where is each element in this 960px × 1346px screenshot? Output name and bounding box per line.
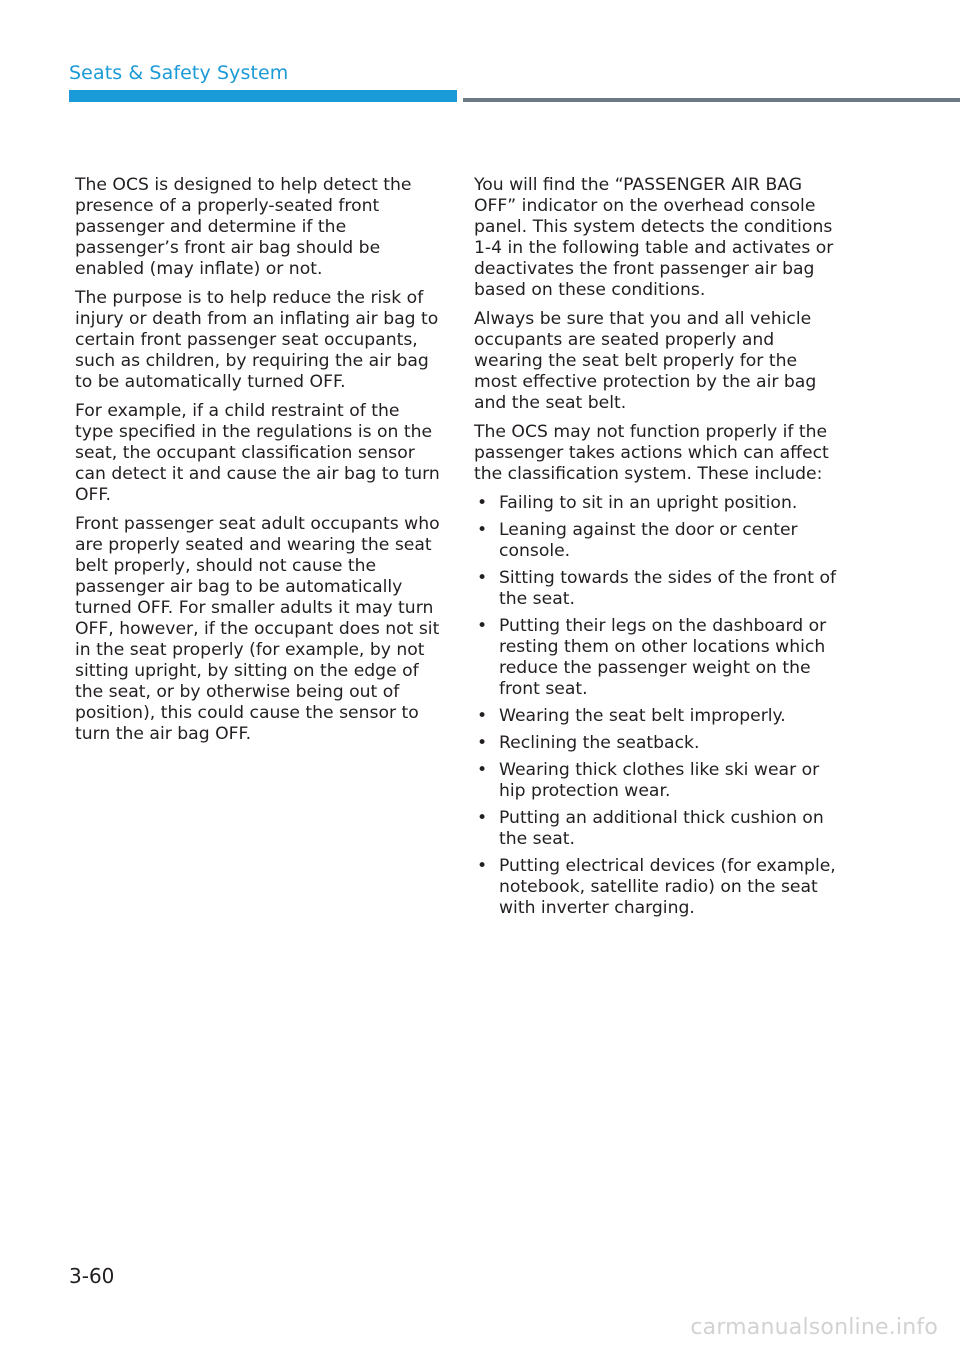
bullet-icon: • (477, 520, 488, 540)
list-item (474, 760, 844, 802)
bullet-icon: • (477, 808, 488, 828)
paragraph: The purpose is to help reduce the risk of injury or death from an inflating air bag to certain front passenger seat occupants, such as children, by requiring the air bag to be automatically turned OFF. (75, 288, 439, 392)
list-item-text: Reclining the seatback. (499, 733, 700, 753)
list-item (474, 568, 844, 610)
list-item (474, 493, 844, 514)
list-item (474, 706, 844, 727)
paragraph: The OCS is designed to help detect the presence of a properly-seated front passenger and determine if the passenger’s front air bag should be enabled (may inflate) or not. (75, 175, 412, 279)
list-item-text: Failing to sit in an upright position. (499, 493, 798, 513)
list-item-text: Putting electrical devices (for example, notebook, satellite radio) on the seat with inverter charging. (499, 856, 836, 918)
list-item (474, 616, 844, 700)
bullet-icon: • (477, 493, 488, 513)
bullet-icon: • (477, 760, 488, 780)
right-column (474, 175, 844, 925)
list-item (474, 520, 844, 562)
bullet-icon: • (477, 733, 488, 753)
list-item-text: Putting an additional thick cushion on the seat. (499, 808, 824, 849)
bullet-list (474, 493, 844, 919)
paragraph: You will find the “PASSENGER AIR BAG OFF” indicator on the overhead console panel. This system detects the conditions 1-4 in the following table and activates or deactivates the front passenger air bag based on these conditions. (474, 175, 834, 300)
bullet-icon: • (477, 568, 488, 588)
paragraph: Front passenger seat adult occupants who are properly seated and wearing the seat belt properly, should not cause the passenger air bag to be automatically turned OFF. For smaller adults it may turn OFF, however, if the occupant does not sit in the seat properly (for example, by not sitting upright, by sitting on the edge of the seat, or by otherwise being out of position), this could cause the sensor to turn the air bag OFF. (75, 514, 440, 744)
list-item-text: Wearing thick clothes like ski wear or hip protection wear. (499, 760, 820, 801)
list-item (474, 856, 844, 919)
section-title: Seats & Safety System (69, 62, 289, 84)
watermark: carmanualsonline.info (690, 1315, 938, 1340)
bullet-icon: • (477, 706, 488, 726)
list-item (474, 733, 844, 754)
list-item-text: Putting their legs on the dashboard or resting them on other locations which reduce the passenger weight on the front seat. (499, 616, 827, 699)
paragraph: Always be sure that you and all vehicle occupants are seated properly and wearing the seat belt properly for the most effective protection by the air bag and the seat belt. (474, 309, 817, 413)
paragraph: For example, if a child restraint of the type specified in the regulations is on the seat, the occupant classification sensor can detect it and cause the air bag to turn OFF. (75, 401, 440, 505)
bullet-icon: • (477, 616, 488, 636)
list-item-text: Wearing the seat belt improperly. (499, 706, 786, 726)
header-rule (463, 98, 960, 102)
list-item-text: Sitting towards the sides of the front of the seat. (499, 568, 837, 609)
paragraph: The OCS may not function properly if the passenger takes actions which can affect the classification system. These include: (474, 422, 829, 484)
left-column (75, 175, 443, 753)
list-item-text: Leaning against the door or center console. (499, 520, 798, 561)
header-accent-bar (69, 90, 457, 102)
bullet-icon: • (477, 856, 488, 876)
page-number: 3-60 (69, 1264, 115, 1288)
list-item (474, 808, 844, 850)
